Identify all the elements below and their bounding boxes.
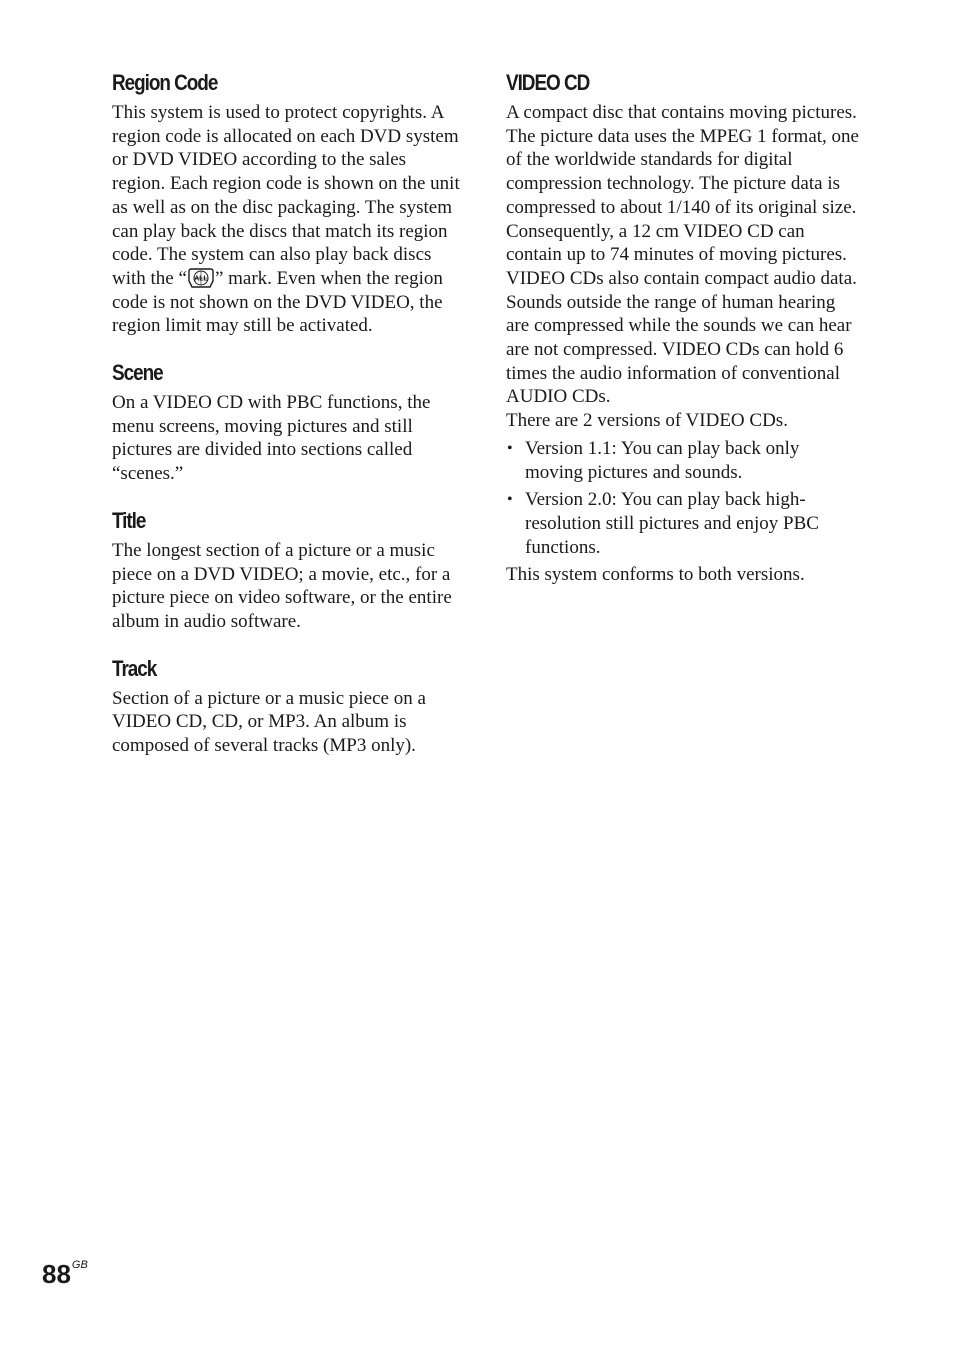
section-scene <box>112 360 464 486</box>
list-item <box>506 437 862 484</box>
video-cd-paragraph-2: The picture data uses the MPEG 1 format, one of the worldwide standards for digital compression technology. The picture data is compressed to about 1/140 of its original size. Consequently, a 12 cm VIDEO CD can contain up to 74 minutes of moving pictures. <box>506 125 859 266</box>
page-number-value: 88 <box>42 1259 71 1289</box>
version-item-text: Version 1.1: You can play back only moving pictures and sounds. <box>525 437 800 483</box>
video-cd-paragraph-4: Sounds outside the range of human hearing are compressed while the sounds we can hear are not compressed. VIDEO CDs can hold 6 times the audio information of conventional AUDIO CDs. <box>506 291 852 408</box>
section-track <box>112 656 464 758</box>
title-text: The longest section of a picture or a music piece on a DVD VIDEO; a movie, etc., for a picture piece on video software, or the entire album in audio software. <box>112 539 452 632</box>
region-code-text-before: This system is used to protect copyrights. A region code is allocated on each DVD system or DVD VIDEO according to the sales region. Each region code is shown on the unit as well as on the disc packaging. The system can play back the discs that match its region code. The system can also play back discs with the “ <box>112 102 460 289</box>
heading-scene: Scene <box>112 360 163 386</box>
page-number-suffix: GB <box>71 1259 88 1271</box>
left-column <box>112 70 464 780</box>
section-region-code <box>112 70 464 338</box>
video-cd-paragraph-6: This system conforms to both versions. <box>506 564 805 586</box>
page-number <box>42 1249 88 1290</box>
version-item-text: Version 2.0: You can play back high-resolution still pictures and enjoy PBC functions. <box>525 489 819 558</box>
heading-region-code: Region Code <box>112 70 218 95</box>
heading-video-cd: VIDEO CD <box>506 70 590 95</box>
track-text: Section of a picture or a music piece on a VIDEO CD, CD, or MP3. An album is composed of several tracks (MP3 only). <box>112 687 426 757</box>
bullet-icon: • <box>507 439 513 457</box>
bullet-icon: • <box>507 491 513 509</box>
versions-list <box>506 437 862 560</box>
video-cd-paragraph-1: A compact disc that contains moving pictures. <box>506 102 857 123</box>
section-title <box>112 508 464 634</box>
heading-title: Title <box>112 507 146 533</box>
scene-text: On a VIDEO CD with PBC functions, the menu screens, moving pictures and still pictures are divided into sections called “scenes.” <box>112 392 431 485</box>
section-video-cd <box>506 70 862 587</box>
region-code-text-after: ” mark. Even when the region code is not shown on the DVD VIDEO, the region limit may still be activated. <box>112 267 443 337</box>
video-cd-paragraph-3: VIDEO CDs also contain compact audio data. <box>506 267 857 289</box>
list-item <box>506 488 862 559</box>
right-column <box>506 70 862 609</box>
region-code-text <box>112 101 464 338</box>
video-cd-paragraph-5: There are 2 versions of VIDEO CDs. <box>506 410 788 432</box>
region-all-label: ALL <box>194 275 208 283</box>
heading-track: Track <box>112 655 157 681</box>
region-all-icon <box>188 267 214 289</box>
